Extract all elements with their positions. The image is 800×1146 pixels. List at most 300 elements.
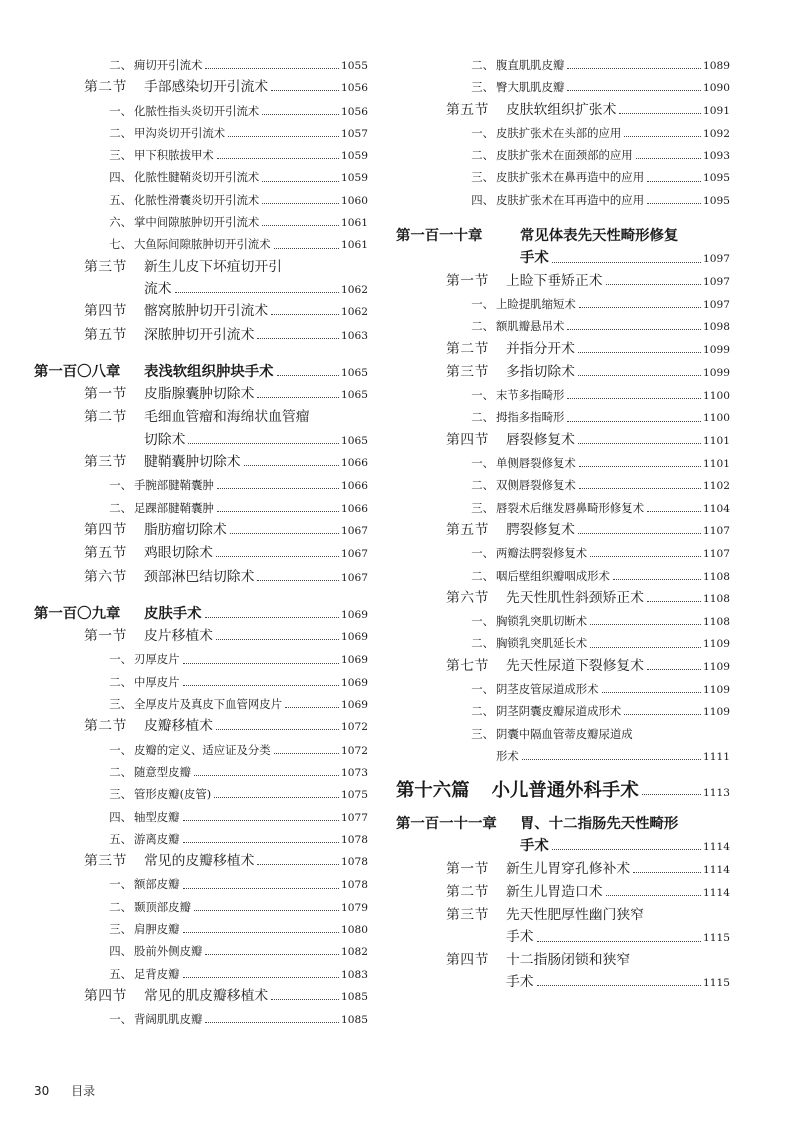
toc-entry-section	[396, 99, 730, 122]
toc-entry-row	[134, 497, 368, 520]
toc-entry-section	[396, 904, 730, 949]
toc-entry-row	[496, 293, 730, 316]
toc-entry-title: 常见的皮瓣移植术	[144, 853, 255, 870]
toc-entry-number: 二、	[471, 148, 494, 163]
leader-dots	[183, 842, 339, 843]
toc-entry-number: 一、	[109, 742, 132, 757]
toc-entry-row	[144, 985, 368, 1008]
toc-entry-item	[34, 189, 368, 211]
toc-entry-number: 七、	[109, 237, 132, 252]
toc-entry-section	[34, 566, 368, 589]
toc-entry-item	[396, 723, 730, 763]
toc-entry-row	[134, 189, 368, 212]
toc-entry-title: 胸锁乳突肌切断术	[496, 614, 588, 629]
toc-entry-number: 一、	[471, 388, 494, 403]
toc-entry-title: 皮片移植术	[144, 628, 213, 645]
toc-entry-row	[134, 122, 368, 145]
toc-entry-page: 1099	[703, 343, 730, 356]
toc-entry-number: 第四节	[446, 951, 489, 968]
leader-dots	[647, 669, 701, 670]
chapter-number: 第一百一十一章	[396, 814, 497, 832]
toc-entry-row	[496, 54, 730, 77]
toc-entry-item	[34, 739, 368, 761]
toc-entry-row	[144, 715, 368, 738]
leader-dots	[262, 225, 339, 226]
toc-entry-page: 1073	[341, 766, 368, 779]
toc-entry-page: 1063	[341, 329, 368, 342]
toc-entry-number: 二、	[109, 899, 132, 914]
toc-entry-number: 三、	[109, 921, 132, 936]
toc-entry-number: 四、	[471, 192, 494, 207]
toc-entry-title: 常见的肌皮瓣移植术	[144, 987, 269, 1004]
leader-dots	[567, 90, 701, 91]
toc-entry-title: 皮瓣移植术	[144, 718, 213, 735]
toc-entry-section	[396, 361, 730, 384]
toc-entry-row	[134, 739, 368, 762]
leader-dots	[183, 820, 339, 821]
toc-entry-title-cont: 手术	[506, 973, 534, 990]
toc-entry-number: 二、	[109, 125, 132, 140]
leader-dots	[647, 511, 701, 512]
toc-entry-number: 第四节	[84, 987, 127, 1004]
toc-entry-row	[134, 474, 368, 497]
toc-entry-section	[34, 850, 368, 873]
toc-entry-number: 第三节	[446, 363, 489, 380]
toc-entry-row	[396, 247, 730, 270]
toc-entry-title: 先天性尿道下裂修复术	[506, 657, 644, 674]
toc-entry-number: 第二节	[446, 883, 489, 900]
toc-entry-page: 1056	[341, 105, 368, 118]
toc-entry-number: 第二节	[84, 718, 127, 735]
toc-entry-item	[396, 678, 730, 700]
leader-dots	[552, 849, 701, 850]
toc-entry-row	[506, 971, 730, 994]
toc-entry-number: 二、	[471, 319, 494, 334]
toc-entry-title: 背阔肌肌皮瓣	[134, 1012, 203, 1027]
toc-entry-item	[34, 100, 368, 122]
toc-entry-row	[134, 963, 368, 986]
leader-dots	[552, 262, 701, 263]
toc-entry-row	[496, 76, 730, 99]
toc-entry-title: 十二指肠闭锁和狭窄	[506, 951, 631, 968]
toc-entry-page: 1059	[341, 172, 368, 185]
leader-dots	[567, 421, 701, 422]
toc-entry-number: 第四节	[446, 431, 489, 448]
toc-entry-page: 1062	[341, 283, 368, 296]
toc-entry-number: 第三节	[446, 907, 489, 924]
toc-entry-title: 管形皮瓣(皮管)	[134, 787, 212, 802]
toc-entry-row	[134, 648, 368, 671]
toc-entry-item	[396, 497, 730, 519]
toc-entry-title: 唇裂术后继发唇鼻畸形修复术	[496, 500, 645, 515]
toc-entry-page: 1065	[341, 434, 368, 447]
toc-entry-row	[496, 678, 730, 701]
toc-entry-title: 颞顶部皮瓣	[134, 899, 191, 914]
toc-entry-title-cont: 手术	[506, 929, 534, 946]
toc-entry-title: 甲沟炎切开引流术	[134, 125, 226, 140]
toc-entry-row	[506, 587, 730, 610]
chapter-number: 第一百一十章	[396, 227, 483, 245]
toc-entry-page: 1065	[341, 389, 368, 402]
toc-entry-page: 1065	[341, 366, 368, 379]
leader-dots	[183, 932, 339, 933]
leader-dots	[194, 910, 339, 911]
toc-entry-item	[396, 610, 730, 632]
toc-left-column	[34, 54, 368, 1030]
toc-entry-number: 第五节	[84, 326, 127, 343]
toc-entry-page: 1104	[703, 502, 730, 515]
leader-dots	[205, 617, 339, 618]
toc-entry-title: 上睑下垂矫正术	[506, 272, 603, 289]
toc-entry-page: 1109	[703, 684, 730, 697]
toc-entry-number: 一、	[471, 546, 494, 561]
toc-entry-page: 1069	[341, 608, 368, 621]
toc-entry-item	[34, 693, 368, 715]
toc-entry-page: 1080	[341, 923, 368, 936]
toc-entry-row	[496, 745, 730, 768]
leader-dots	[578, 352, 701, 353]
leader-dots	[579, 488, 701, 489]
toc-entry-page: 1079	[341, 901, 368, 914]
toc-entry-title: 先天性肌性斜颈矫正术	[506, 589, 644, 606]
toc-entry-row	[134, 233, 368, 256]
toc-entry-title: 深脓肿切开引流术	[144, 326, 255, 343]
leader-dots	[613, 579, 701, 580]
toc-entry-row	[134, 918, 368, 941]
toc-entry-number: 二、	[109, 674, 132, 689]
toc-entry-page: 1107	[703, 548, 730, 561]
leader-dots	[217, 511, 339, 512]
toc-entry-page: 1085	[341, 990, 368, 1003]
toc-entry-number: 一、	[109, 877, 132, 892]
toc-entry-number: 三、	[471, 726, 494, 741]
toc-entry-row	[506, 881, 730, 904]
toc-entry-page: 1097	[703, 253, 730, 266]
toc-entry-item	[34, 963, 368, 985]
leader-dots	[619, 113, 701, 114]
toc-entry-number: 第一节	[84, 386, 127, 403]
chapter-title: 表浅软组织肿块手术	[144, 362, 274, 380]
toc-entry-row	[396, 813, 730, 835]
toc-entry-item	[396, 542, 730, 564]
leader-dots	[522, 759, 701, 760]
toc-entry-page: 1069	[341, 676, 368, 689]
toc-entry-number: 第五节	[446, 101, 489, 118]
toc-entry-page: 1069	[341, 631, 368, 644]
toc-entry-section	[396, 655, 730, 678]
toc-entry-number: 第六节	[84, 568, 127, 585]
toc-entry-item	[34, 166, 368, 188]
leader-dots	[647, 601, 701, 602]
leader-dots	[642, 794, 701, 795]
toc-entry-row	[496, 632, 730, 655]
toc-entry-number: 第一节	[84, 628, 127, 645]
toc-entry-page: 1097	[703, 275, 730, 288]
toc-entry-title: 腹直肌肌皮瓣	[496, 58, 565, 72]
toc-entry-chapter2	[396, 225, 730, 270]
toc-entry-page: 1090	[703, 82, 730, 95]
toc-entry-row	[396, 225, 730, 247]
toc-entry-row	[496, 474, 730, 497]
leader-dots	[285, 707, 339, 708]
toc-entry-section	[396, 587, 730, 610]
toc-entry-row	[506, 655, 730, 678]
toc-entry-section	[34, 256, 368, 301]
toc-entry-item	[396, 122, 730, 144]
toc-entry-title: 随意型皮瓣	[134, 764, 191, 779]
toc-entry-page: 1069	[341, 654, 368, 667]
leader-dots	[624, 136, 701, 137]
toc-entry-page: 1061	[341, 239, 368, 252]
toc-entry-title: 毛细血管瘤和海绵状血管瘤	[144, 409, 310, 426]
leader-dots	[579, 466, 701, 467]
toc-entry-number: 三、	[109, 787, 132, 802]
toc-entry-item	[396, 54, 730, 76]
toc-entry-row	[496, 315, 730, 338]
toc-entry-number: 第一节	[446, 860, 489, 877]
toc-entry-page: 1077	[341, 811, 368, 824]
footer-label: 目录	[71, 1084, 96, 1098]
toc-entry-page: 1066	[341, 480, 368, 493]
toc-entry-title: 化脓性滑囊炎切开引流术	[134, 192, 260, 207]
leader-dots	[217, 158, 339, 159]
toc-entry-title: 阴囊中隔血管蒂皮瓣尿道成	[496, 726, 633, 741]
toc-entry-page: 1108	[703, 616, 730, 629]
toc-entry-title: 并指分开术	[506, 340, 575, 357]
toc-entry-number: 一、	[471, 682, 494, 697]
leader-dots	[567, 398, 701, 399]
toc-entry-page: 1060	[341, 194, 368, 207]
toc-entry-title: 额肌瓣悬吊术	[496, 319, 565, 334]
toc-entry-section	[34, 76, 368, 99]
toc-entry-title: 大鱼际间隙脓肿切开引流术	[134, 237, 271, 252]
toc-entry-page: 1111	[703, 750, 730, 763]
toc-entry-row	[144, 324, 368, 347]
toc-entry-number: 二、	[471, 478, 494, 493]
toc-entry-number: 二、	[109, 764, 132, 779]
toc-entry-title: 阴茎阴囊皮瓣尿道成形术	[496, 704, 622, 719]
toc-entry-row	[144, 383, 368, 406]
chapter-number: 第一百〇九章	[34, 604, 121, 622]
toc-entry-row	[34, 361, 368, 384]
toc-entry-number: 二、	[471, 410, 494, 425]
toc-entry-number: 第五节	[446, 521, 489, 538]
toc-entry-row	[134, 828, 368, 851]
leader-dots	[214, 797, 339, 798]
toc-entry-number: 第二节	[84, 409, 127, 426]
toc-entry-section	[34, 406, 368, 451]
toc-entry-title: 双侧唇裂修复术	[496, 478, 576, 493]
toc-entry-page: 1101	[703, 458, 730, 471]
toc-entry-chapter	[34, 603, 368, 625]
toc-entry-number: 第四节	[84, 303, 127, 320]
toc-entry-row	[496, 497, 730, 520]
toc-entry-page: 1092	[703, 127, 730, 140]
toc-entry-item	[396, 293, 730, 315]
toc-entry-row	[144, 278, 368, 301]
toc-entry-page: 1101	[703, 434, 730, 447]
toc-entry-number: 三、	[471, 170, 494, 185]
toc-entry-title: 末节多指畸形	[496, 388, 565, 403]
page-footer	[34, 1082, 95, 1099]
toc-entry-page: 1078	[341, 879, 368, 892]
leader-dots	[257, 338, 339, 339]
toc-entry-title: 股前外侧皮瓣	[134, 944, 203, 959]
toc-entry-page: 1072	[341, 721, 368, 734]
toc-entry-row	[134, 761, 368, 784]
toc-entry-page: 1055	[341, 60, 368, 72]
toc-entry-title: 脂肪瘤切除术	[144, 521, 227, 538]
toc-entry-section	[34, 324, 368, 347]
toc-entry-number: 二、	[471, 58, 494, 72]
leader-dots	[175, 292, 339, 293]
toc-entry-title-cont: 形术	[496, 748, 519, 763]
toc-entry-item	[34, 918, 368, 940]
toc-entry-page: 1093	[703, 150, 730, 163]
toc-entry-number: 第二节	[446, 340, 489, 357]
toc-entry-number: 第三节	[84, 454, 127, 471]
toc-entry-row	[134, 671, 368, 694]
toc-entry-section	[396, 270, 730, 293]
toc-entry-page: 1083	[341, 968, 368, 981]
toc-entry-section	[34, 383, 368, 406]
leader-dots	[271, 314, 339, 315]
toc-entry-title: 掌中间隙脓肿切开引流术	[134, 215, 260, 230]
toc-entry-row	[144, 429, 368, 452]
toc-entry-title: 两瓣法腭裂修复术	[496, 546, 588, 561]
toc-entry-row	[396, 835, 730, 858]
leader-dots	[216, 729, 339, 730]
toc-entry-title: 皮脂腺囊肿切除术	[144, 386, 255, 403]
toc-entry-row	[144, 451, 368, 474]
leader-dots	[590, 556, 701, 557]
toc-entry-title: 上睑提肌缩短术	[496, 296, 576, 311]
chapter-title-cont: 手术	[520, 837, 549, 855]
leader-dots	[274, 248, 339, 249]
toc-entry-row	[496, 700, 730, 723]
toc-entry-page: 1114	[703, 863, 730, 876]
toc-entry-page: 1067	[341, 571, 368, 584]
toc-entry-title: 化脓性腱鞘炎切开引流术	[134, 170, 260, 185]
toc-entry-row	[134, 166, 368, 189]
toc-entry-title: 皮肤扩张术在耳再造中的应用	[496, 192, 645, 207]
toc-entry-title: 髂窝脓肿切开引流术	[144, 303, 269, 320]
toc-entry-item	[34, 671, 368, 693]
toc-entry-page: 1061	[341, 217, 368, 230]
toc-entry-item	[396, 189, 730, 211]
toc-entry-item	[34, 233, 368, 255]
toc-entry-page: 1059	[341, 150, 368, 163]
toc-entry-number: 二、	[471, 704, 494, 719]
leader-dots	[257, 397, 339, 398]
toc-entry-item	[396, 384, 730, 406]
toc-entry-number: 五、	[109, 831, 132, 846]
toc-entry-item	[396, 452, 730, 474]
toc-entry-chapter	[34, 361, 368, 383]
toc-entry-title: 化脓性指头炎切开引流术	[134, 103, 260, 118]
toc-entry-number: 四、	[109, 170, 132, 185]
toc-entry-page: 1109	[703, 638, 730, 651]
toc-entry-page: 1114	[703, 841, 730, 854]
toc-entry-item	[34, 1008, 368, 1030]
toc-entry-row	[506, 270, 730, 293]
toc-entry-item	[34, 648, 368, 670]
toc-entry-title: 轴型皮瓣	[134, 809, 180, 824]
leader-dots	[205, 954, 339, 955]
toc-entry-title: 咽后壁组织瓣咽成形术	[496, 568, 610, 583]
toc-entry-row	[34, 603, 368, 626]
toc-entry-title: 刃厚皮片	[134, 652, 180, 667]
toc-entry-item	[34, 828, 368, 850]
toc-entry-row	[144, 519, 368, 542]
toc-entry-row	[496, 452, 730, 475]
toc-entry-row	[144, 76, 368, 99]
toc-entry-number: 第三节	[84, 258, 127, 275]
toc-entry-row	[396, 779, 730, 805]
toc-entry-row	[134, 1008, 368, 1031]
toc-entry-page: 1082	[341, 946, 368, 959]
chapter-number: 第一百〇八章	[34, 362, 121, 380]
toc-entry-number: 一、	[471, 614, 494, 629]
leader-dots	[217, 488, 339, 489]
leader-dots	[183, 685, 339, 686]
toc-entry-page: 1115	[703, 976, 730, 989]
toc-entry-page: 1114	[703, 886, 730, 899]
toc-entry-number: 第一节	[446, 272, 489, 289]
toc-entry-row	[506, 429, 730, 452]
toc-entry-title: 手腕部腱鞘囊肿	[134, 478, 214, 493]
toc-entry-row	[496, 610, 730, 633]
toc-entry-item	[34, 783, 368, 805]
toc-entry-section	[396, 429, 730, 452]
toc-entry-row	[134, 211, 368, 234]
leader-dots	[636, 158, 701, 159]
toc-entry-item	[34, 896, 368, 918]
toc-entry-number: 第六节	[446, 589, 489, 606]
leader-dots	[183, 663, 339, 664]
toc-entry-page: 1072	[341, 744, 368, 757]
toc-entry-page: 1095	[703, 172, 730, 185]
toc-entry-number: 五、	[109, 966, 132, 981]
leader-dots	[578, 375, 701, 376]
toc-entry-item	[396, 144, 730, 166]
toc-entry-number: 三、	[109, 697, 132, 712]
leader-dots	[194, 775, 339, 776]
leader-dots	[230, 533, 339, 534]
toc-entry-title: 痈切开引流术	[134, 58, 203, 72]
toc-entry-row	[134, 940, 368, 963]
toc-entry-number: 五、	[109, 192, 132, 207]
toc-entry-item	[396, 406, 730, 428]
toc-entry-page: 1057	[341, 127, 368, 140]
toc-entry-row	[496, 189, 730, 212]
toc-right-column	[396, 54, 730, 993]
toc-entry-row	[134, 100, 368, 123]
toc-entry-section	[396, 858, 730, 881]
toc-entry-row	[144, 850, 368, 873]
toc-entry-page: 1075	[341, 789, 368, 802]
toc-entry-item	[34, 474, 368, 496]
toc-entry-title: 鸡眼切除术	[144, 545, 213, 562]
leader-dots	[579, 307, 701, 308]
toc-entry-number: 四、	[109, 944, 132, 959]
toc-entry-page: 1097	[703, 298, 730, 311]
leader-dots	[271, 999, 339, 1000]
toc-entry-row	[506, 519, 730, 542]
part-number: 第十六篇	[396, 779, 470, 801]
toc-entry-page: 1099	[703, 366, 730, 379]
leader-dots	[606, 895, 701, 896]
